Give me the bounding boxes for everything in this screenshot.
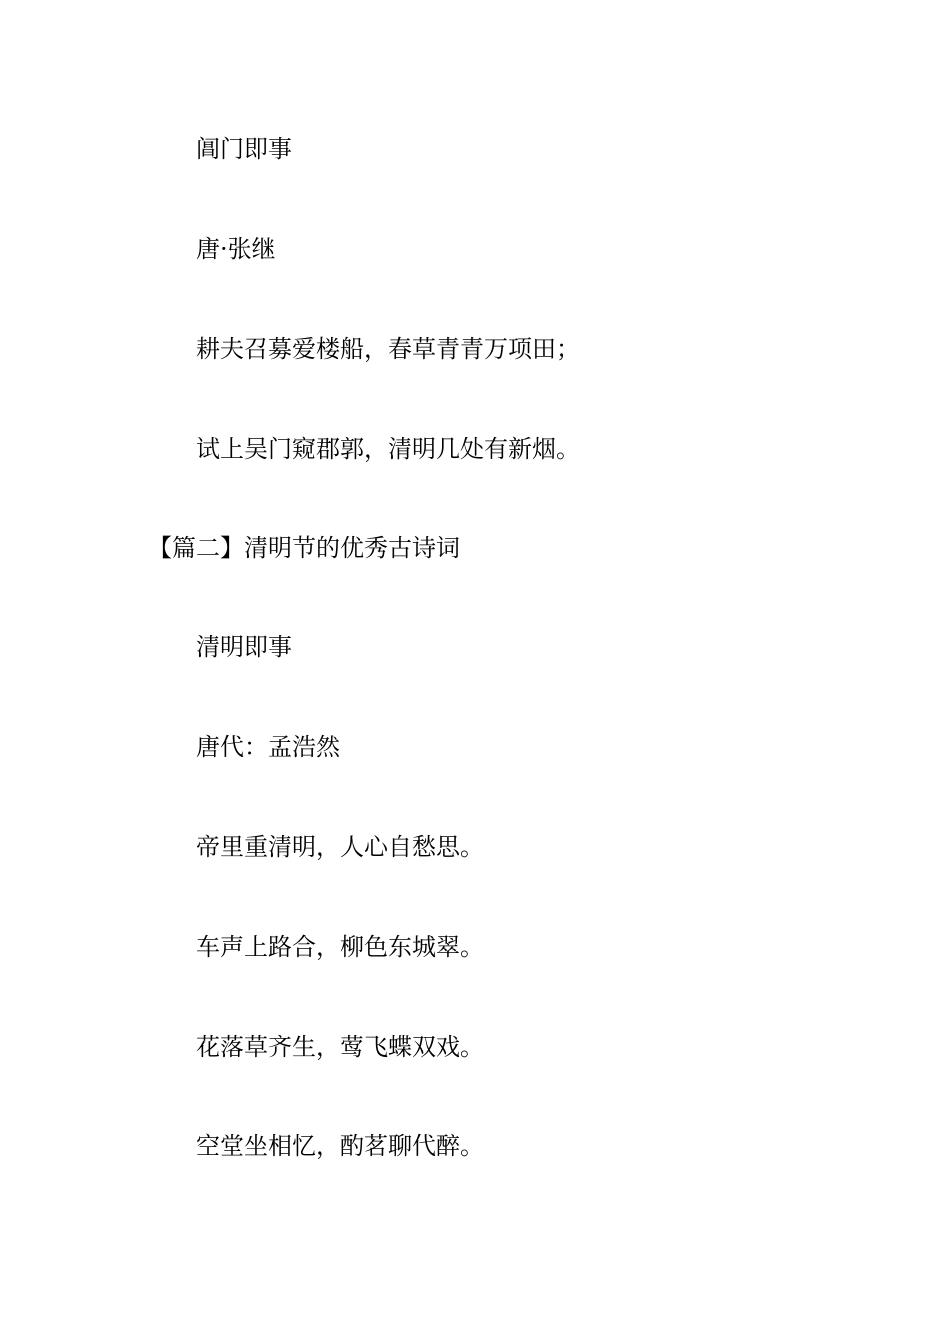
poem-line: 车声上路合，柳色东城翠。 — [196, 933, 484, 961]
poem-line: 帝里重清明，人心自愁思。 — [196, 833, 484, 861]
poem-title: 阊门即事 — [196, 135, 292, 163]
poem-author: 唐·张继 — [196, 235, 276, 263]
poem-line: 试上吴门窥郡郭，清明几处有新烟。 — [196, 435, 580, 463]
section-heading: 【篇二】清明节的优秀古诗词 — [148, 534, 460, 562]
poem-line: 花落草齐生，莺飞蝶双戏。 — [196, 1033, 484, 1061]
poem-author: 唐代：孟浩然 — [196, 733, 340, 761]
poem-title: 清明即事 — [196, 633, 292, 661]
poem-line: 耕夫召募爱楼船，春草青青万项田； — [196, 335, 580, 363]
poem-line: 空堂坐相忆，酌茗聊代醉。 — [196, 1132, 484, 1160]
